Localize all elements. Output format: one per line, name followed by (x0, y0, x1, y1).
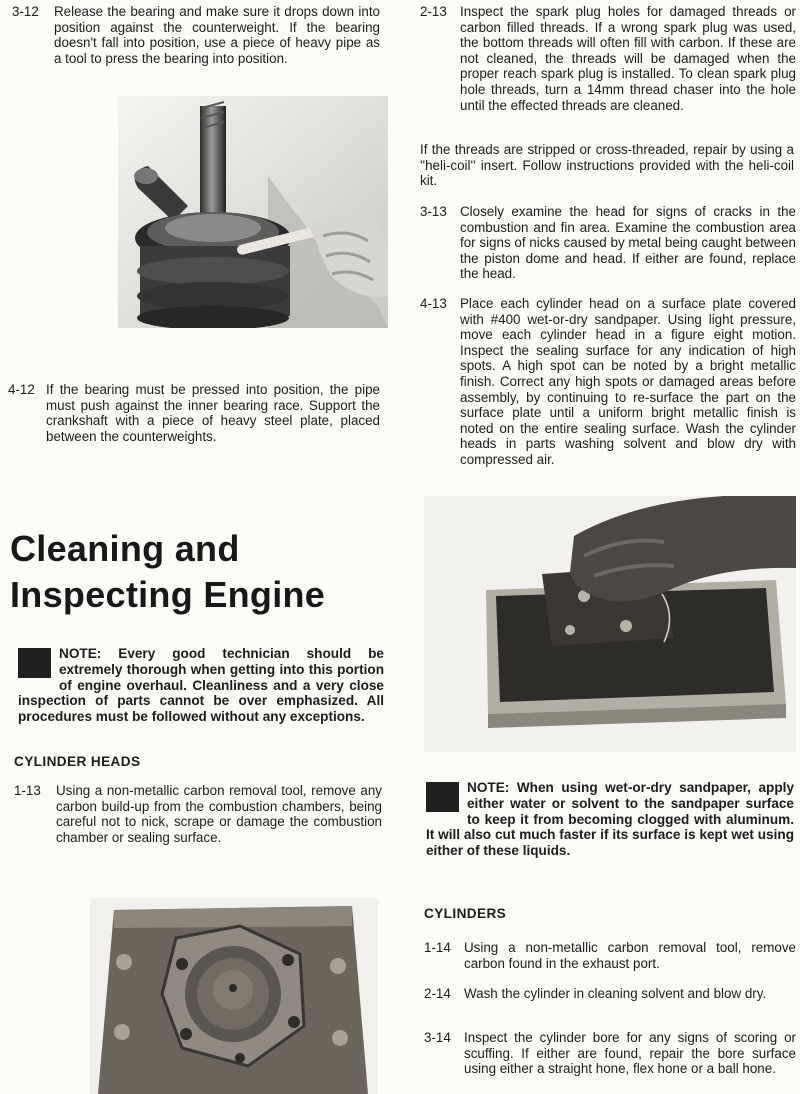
step-number: 4-12 (8, 382, 35, 397)
note-cleanliness (18, 646, 384, 725)
note-wet-sandpaper (426, 780, 794, 859)
section-heading-cylinder-heads: CYLINDER HEADS (14, 754, 141, 769)
note-square-icon (18, 648, 51, 678)
step-text: Release the bearing and make sure it drops down into position against the counterweight. If the bearing doesn't fall into position, use a piece of heavy pipe as a tool to press the bearing into position. (54, 4, 380, 66)
step-number: 3-14 (424, 1030, 451, 1045)
step-text: Using a non-metallic carbon removal tool, remove carbon found in the exhaust port. (464, 940, 796, 971)
crankshaft-bearing-photo (118, 96, 388, 328)
cylinder-head-photo (90, 898, 378, 1094)
note-text: NOTE: When using wet-or-dry sandpaper, apply either water or solvent to the sandpaper surface to keep it from becoming clogged with aluminum. It will also cut much faster if its surface is kept wet using either of these liquids. (426, 780, 794, 859)
step-text: Wash the cylinder in cleaning solvent and blow dry. (464, 986, 767, 1001)
step-number: 3-12 (12, 4, 39, 19)
page-title-line-1: Cleaning and (10, 528, 240, 569)
section-heading-cylinders: CYLINDERS (424, 906, 507, 921)
step-text: Place each cylinder head on a surface plate covered with #400 wet-or-dry sandpaper. Using light pressure, move each cylinder head in a figure eight motion. Inspect the sealing surface for any indication of high spots. A high spot can be noted by a bright metallic finish. Correct any high spots or damaged areas before assembly, by continuing to re-surface the part on the surface plate until a uniform bright metallic finish is noted on the entire sealing surface. Wash the cylinder heads in parts washing solvent and blow dry with compressed air. (460, 296, 796, 467)
step-number: 1-14 (424, 940, 451, 955)
step-number: 1-13 (14, 783, 41, 798)
note-square-icon (426, 782, 459, 812)
step-text: If the bearing must be pressed into position, the pipe must push against the inner bearing race. Support the crankshaft with a piece of heavy steel plate, placed between the counterweights. (46, 382, 380, 444)
step-number: 2-14 (424, 986, 451, 1001)
surface-plate-photo (424, 496, 796, 752)
page-title-line-2: Inspecting Engine (10, 574, 326, 615)
step-text: Using a non-metallic carbon removal tool, remove any carbon build-up from the combustion chambers, being careful not to nick, scrape or damage the combustion chamber or sealing surface. (56, 783, 382, 845)
step-text: Closely examine the head for signs of cracks in the combustion and fin area. Examine the combustion area for signs of nicks caused by metal being caught between the piston dome and head. If either are found, replace the head. (460, 204, 796, 282)
step-text: Inspect the cylinder bore for any signs of scoring or scuffing. If either are found, repair the bore surface using either a straight hone, flex hone or a ball hone. (464, 1030, 796, 1077)
paragraph-heli-coil: If the threads are stripped or cross-threaded, repair by using a ''heli-coil'' insert. Follow instructions provided with the heli-coil kit. (420, 142, 794, 189)
note-text: NOTE: Every good technician should be extremely thorough when getting into this portion of engine overhaul. Cleanliness and a very close inspection of parts cannot be over emphasized. All procedures must be followed without any exceptions. (18, 646, 384, 725)
step-number: 2-13 (420, 4, 447, 19)
step-text: Inspect the spark plug holes for damaged threads or carbon filled threads. If a wrong spark plug was used, the bottom threads will often fill with carbon. If these are not cleaned, the threads will be damaged when the proper reach spark plug is installed. To clean spark plug hole threads, turn a 14mm thread chaser into the hole until the effected threads are cleaned. (460, 4, 796, 113)
step-number: 4-13 (420, 296, 447, 311)
step-number: 3-13 (420, 204, 447, 219)
